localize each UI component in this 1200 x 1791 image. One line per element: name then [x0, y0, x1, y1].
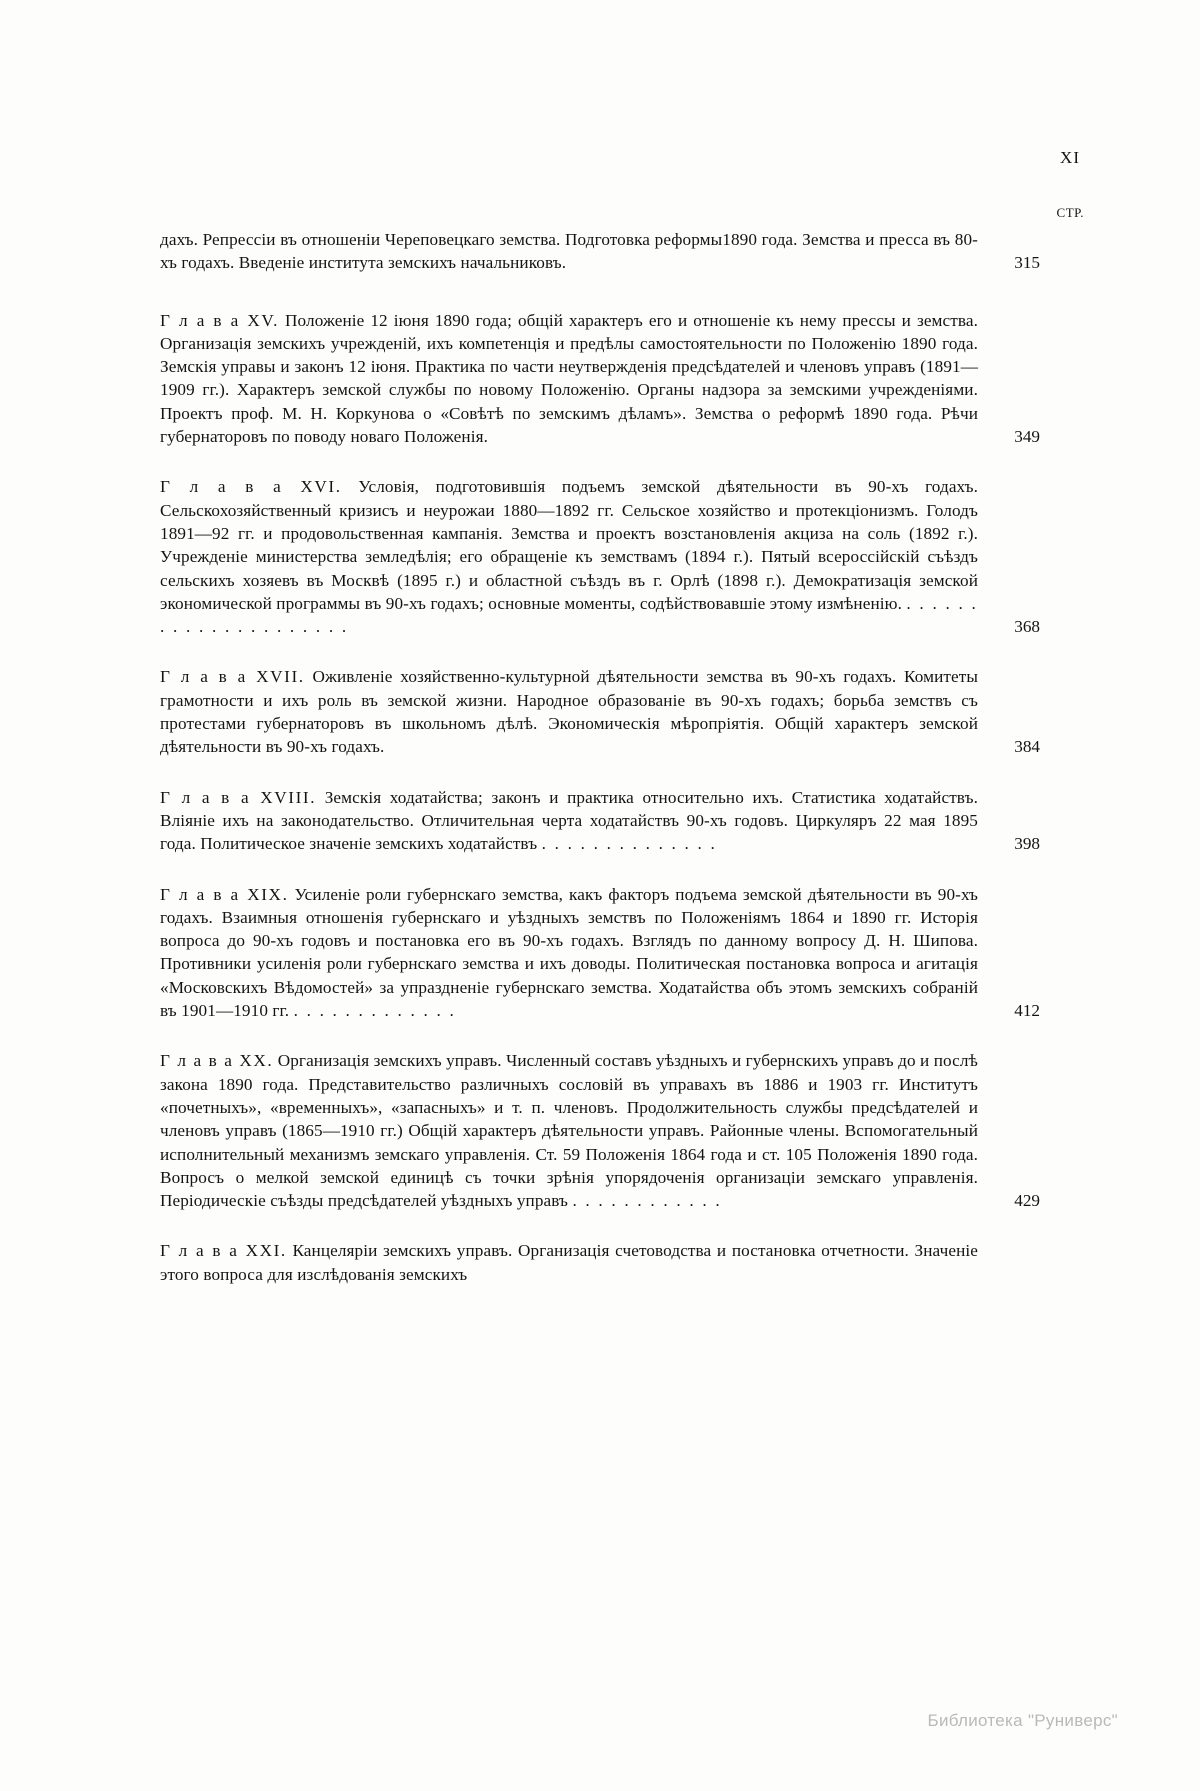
page-column-header: СТР. — [1056, 205, 1084, 220]
leader-dots: . . . . . . . . . . . . . . . . . . . . . — [160, 593, 978, 637]
entry-chapter-20 — [160, 1049, 1040, 1212]
entry-text-container — [160, 883, 978, 1023]
chapter-label: Г л а в а XX. — [160, 1051, 274, 1071]
table-of-contents — [160, 228, 1040, 1313]
page-number: XI — [1060, 148, 1080, 167]
chapter-label: Г л а в а XVII. — [160, 667, 305, 687]
entry-text: Земскія ходатайства; законъ и практика относительно ихъ. Статистика ходатайствъ. Вліяніе ихъ на законодательство. Отличительная черта ходатайствъ 90-хъ годовъ. Циркуляръ 22 мая 1895 года. Политическое значеніе земскихъ ходатайствъ — [160, 787, 978, 854]
entry-text: Канцеляріи земскихъ управъ. Организація счетоводства и постановка отчетности. Значеніе этого вопроса для изслѣдованія земскихъ — [160, 1241, 978, 1284]
entry-text-container — [160, 665, 978, 758]
entry-page-number[interactable]: 429 — [1014, 1191, 1040, 1211]
entry-page-number[interactable]: 398 — [1014, 834, 1040, 854]
entry-continuation — [160, 228, 1040, 275]
entry-text-container — [160, 786, 978, 856]
chapter-label: Г л а в а XV. — [160, 310, 280, 330]
entry-page-number[interactable]: 412 — [1014, 1001, 1040, 1021]
entry-text-container — [160, 228, 978, 275]
entry-text-container — [160, 309, 978, 449]
entry-text: Положеніе 12 іюня 1890 года; общій характеръ его и отношеніе къ нему прессы и земства. Организація земскихъ учрежденій, ихъ компетенція и предѣлы самостоятельности по Положенію 1890 года. Земскія управы и законъ 12 іюня. Практика по части неутвержденія предсѣдателей и членовъ управъ (1891—1909 гг.). Характеръ земской службы по новому Положенію. Органы надзора за земскими учрежденіями. Проектъ проф. М. Н. Коркунова о «Совѣтѣ по земскимъ дѣламъ». Земства о реформѣ 1890 года. Рѣчи губернаторовъ по поводу новаго Положенія. — [160, 310, 978, 447]
leader-dots: . . . . . . . . . . . . . — [293, 1001, 456, 1021]
entry-chapter-18 — [160, 786, 1040, 856]
chapter-label: Г л а в а XIX. — [160, 884, 289, 904]
entry-chapter-21 — [160, 1239, 1040, 1286]
entry-chapter-19 — [160, 883, 1040, 1023]
entry-text: Усиленіе роли губернскаго земства, какъ факторъ подъема земской дѣятельности въ 90-хъ годахъ. Взаимныя отношенія губернскаго и уѣздныхъ земствъ по Положеніямъ 1864 и 1890 гг. Исторія вопроса до 90-хъ годовъ и постановка его въ 90-хъ годахъ. Взглядъ по данному вопросу Д. Н. Шипова. Противники усиленія роли губернскаго земства и ихъ доводы. Политическая постановка вопроса и агитація «Московскихъ Вѣдомостей» за упраздненіе губернскаго земства. Ходатайства объ этомъ земскихъ собраній въ 1901—1910 гг. — [160, 884, 978, 1021]
entry-text-container — [160, 1049, 978, 1212]
entry-text: Условія, подготовившія подъемъ земской дѣятельности въ 90-хъ годахъ. Сельскохозяйственный кризисъ и неурожаи 1880—1892 гг. Сельское хозяйство и протекціонизмъ. Голодъ 1891—92 гг. и продовольственная кампанія. Земства и проектъ возстановленія акциза на соль (1892 г.). Учрежденіе министерства земледѣлія; его обращеніе къ земствамъ (1894 г.). Пятый всероссійскій съѣздъ сельскихъ хозяевъ въ Москвѣ (1895 г.) и областной съѣздъ въ г. Орлѣ (1898 г.). Демократизація земской экономической программы въ 90-хъ годахъ; основные моменты, содѣйствовавшіе этому измѣненію. — [160, 477, 978, 613]
leader-dots: . . . . . . . . . . . . — [572, 1191, 722, 1211]
entry-text-container — [160, 1239, 978, 1286]
entry-text: Оживленіе хозяйственно-культурной дѣятельности земства въ 90-хъ годахъ. Комитеты грамотности и ихъ роль въ земской жизни. Народное образованіе въ 90-хъ годахъ; борьба земствъ съ протестами губернаторовъ въ школьномъ дѣлѣ. Экономическія мѣропріятія. Общій характеръ земской дѣятельности въ 90-хъ годахъ. — [160, 667, 978, 757]
entry-page-number[interactable]: 349 — [1014, 427, 1040, 447]
entry-chapter-17 — [160, 665, 1040, 758]
entry-text: дахъ. Репрессіи въ отношеніи Череповецкаго земства. Подготовка реформы1890 года. Земства и пресса въ 80-хъ годахъ. Введеніе института земскихъ начальниковъ. — [160, 230, 978, 273]
leader-dots: . . . . . . . . . . . . . . — [541, 834, 718, 854]
entry-page-number[interactable]: 384 — [1014, 737, 1040, 757]
chapter-label: Г л а в а XVIII. — [160, 787, 317, 807]
chapter-label: Г л а в а XXI. — [160, 1241, 287, 1261]
library-watermark: Библиотека "Руниверс" — [927, 1711, 1118, 1730]
entry-page-number[interactable]: 368 — [1014, 617, 1040, 637]
entry-page-number[interactable]: 315 — [1014, 253, 1040, 273]
entry-text-container — [160, 475, 978, 638]
chapter-label: Г л а в а XVI. — [160, 477, 342, 497]
entry-chapter-15 — [160, 309, 1040, 449]
entry-chapter-16 — [160, 475, 1040, 638]
entry-text: Организація земскихъ управъ. Численный составъ уѣздныхъ и губернскихъ управъ до и послѣ закона 1890 года. Представительство различныхъ сословій въ управахъ въ 1886 и 1903 гг. Институтъ «почетныхъ», «временныхъ», «запасныхъ» и т. п. членовъ. Продолжительность службы предсѣдателей и членовъ управъ (1865—1910 гг.) Общій характеръ дѣятельности управъ. Районные члены. Вспомогательный исполнительный механизмъ земскаго управленія. Ст. 59 Положенія 1864 года и ст. 105 Положенія 1890 года. Вопросъ о мелкой земской единицѣ съ точки зрѣнія упорядоченія организаціи земскаго управленія. Періодическіе съѣзды предсѣдателей уѣздныхъ управъ — [160, 1051, 978, 1211]
